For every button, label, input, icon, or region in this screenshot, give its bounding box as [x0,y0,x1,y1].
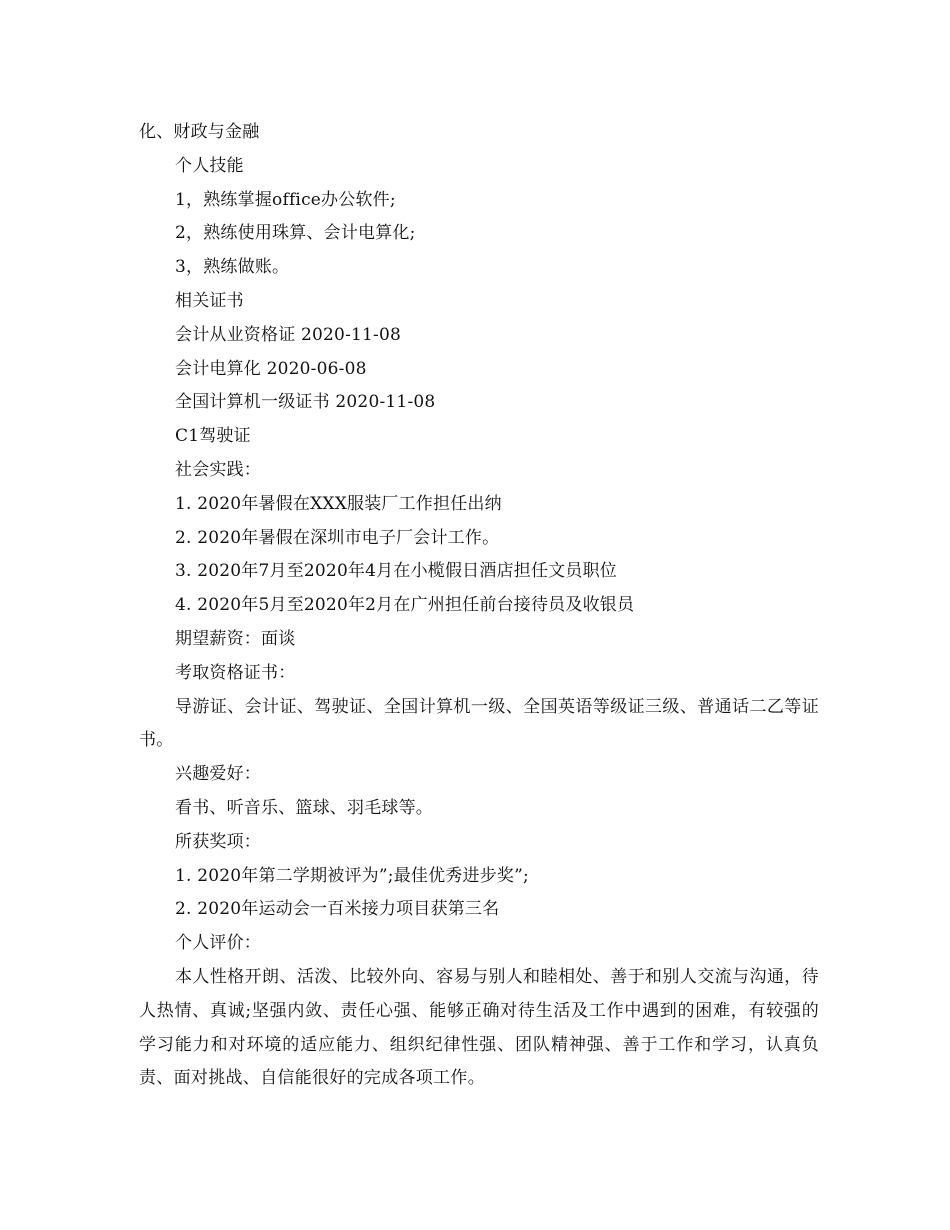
expected-salary: 期望薪资：面谈 [175,628,296,649]
practice-item: 2. 2020年暑假在深圳市电子厂会计工作。 [175,527,500,548]
section-heading-certificates: 相关证书 [175,290,244,311]
qualifications-paragraph: 导游证、会计证、驾驶证、全国计算机一级、全国英语等级证三级、普通话二乙等证书。 [139,696,819,751]
section-heading-awards: 所获奖项： [175,831,261,852]
section-heading-qualifications: 考取资格证书： [175,662,296,683]
text-line-education-continued: 化、财政与金融 [139,122,260,142]
practice-item: 4. 2020年5月至2020年2月在广州担任前台接待员及收银员 [175,595,635,616]
resume-content [139,116,819,1096]
skill-item: 1，熟练掌握office办公软件; [175,189,396,210]
skill-item: 3，熟练做账。 [175,257,290,278]
award-item: 2. 2020年运动会一百米接力项目获第三名 [175,899,500,920]
certificate-item: 全国计算机一级证书 2020-11-08 [175,392,436,413]
hobbies-text: 看书、听音乐、篮球、羽毛球等。 [175,797,433,818]
evaluation-paragraph: 本人性格开朗、活泼、比较外向、容易与别人和睦相处、善于和别人交流与沟通，待人热情、真诚;坚强内敛、责任心强、能够正确对待生活及工作中遇到的困难，有较强的学习能力和对环境的适应能力、组织纪律性强、团队精神强、善于工作和学习，认真负责、面对挑战、自信能很好的完成各项工作。 [139,966,819,1089]
section-heading-skills: 个人技能 [175,155,244,176]
section-heading-practice: 社会实践： [175,459,261,480]
award-item: 1. 2020年第二学期被评为”;最佳优秀进步奖”; [175,865,529,886]
certificate-item: 会计从业资格证 2020-11-08 [175,324,402,345]
skill-item: 2，熟练使用珠算、会计电算化; [175,223,416,244]
certificate-item: C1驾驶证 [175,426,251,447]
certificate-item: 会计电算化 2020-06-08 [175,358,367,379]
practice-item: 3. 2020年7月至2020年4月在小榄假日酒店担任文员职位 [175,561,617,582]
section-heading-hobbies: 兴趣爱好： [175,764,261,785]
practice-item: 1. 2020年暑假在XXX服装厂工作担任出纳 [175,493,502,514]
section-heading-evaluation: 个人评价： [175,933,261,954]
